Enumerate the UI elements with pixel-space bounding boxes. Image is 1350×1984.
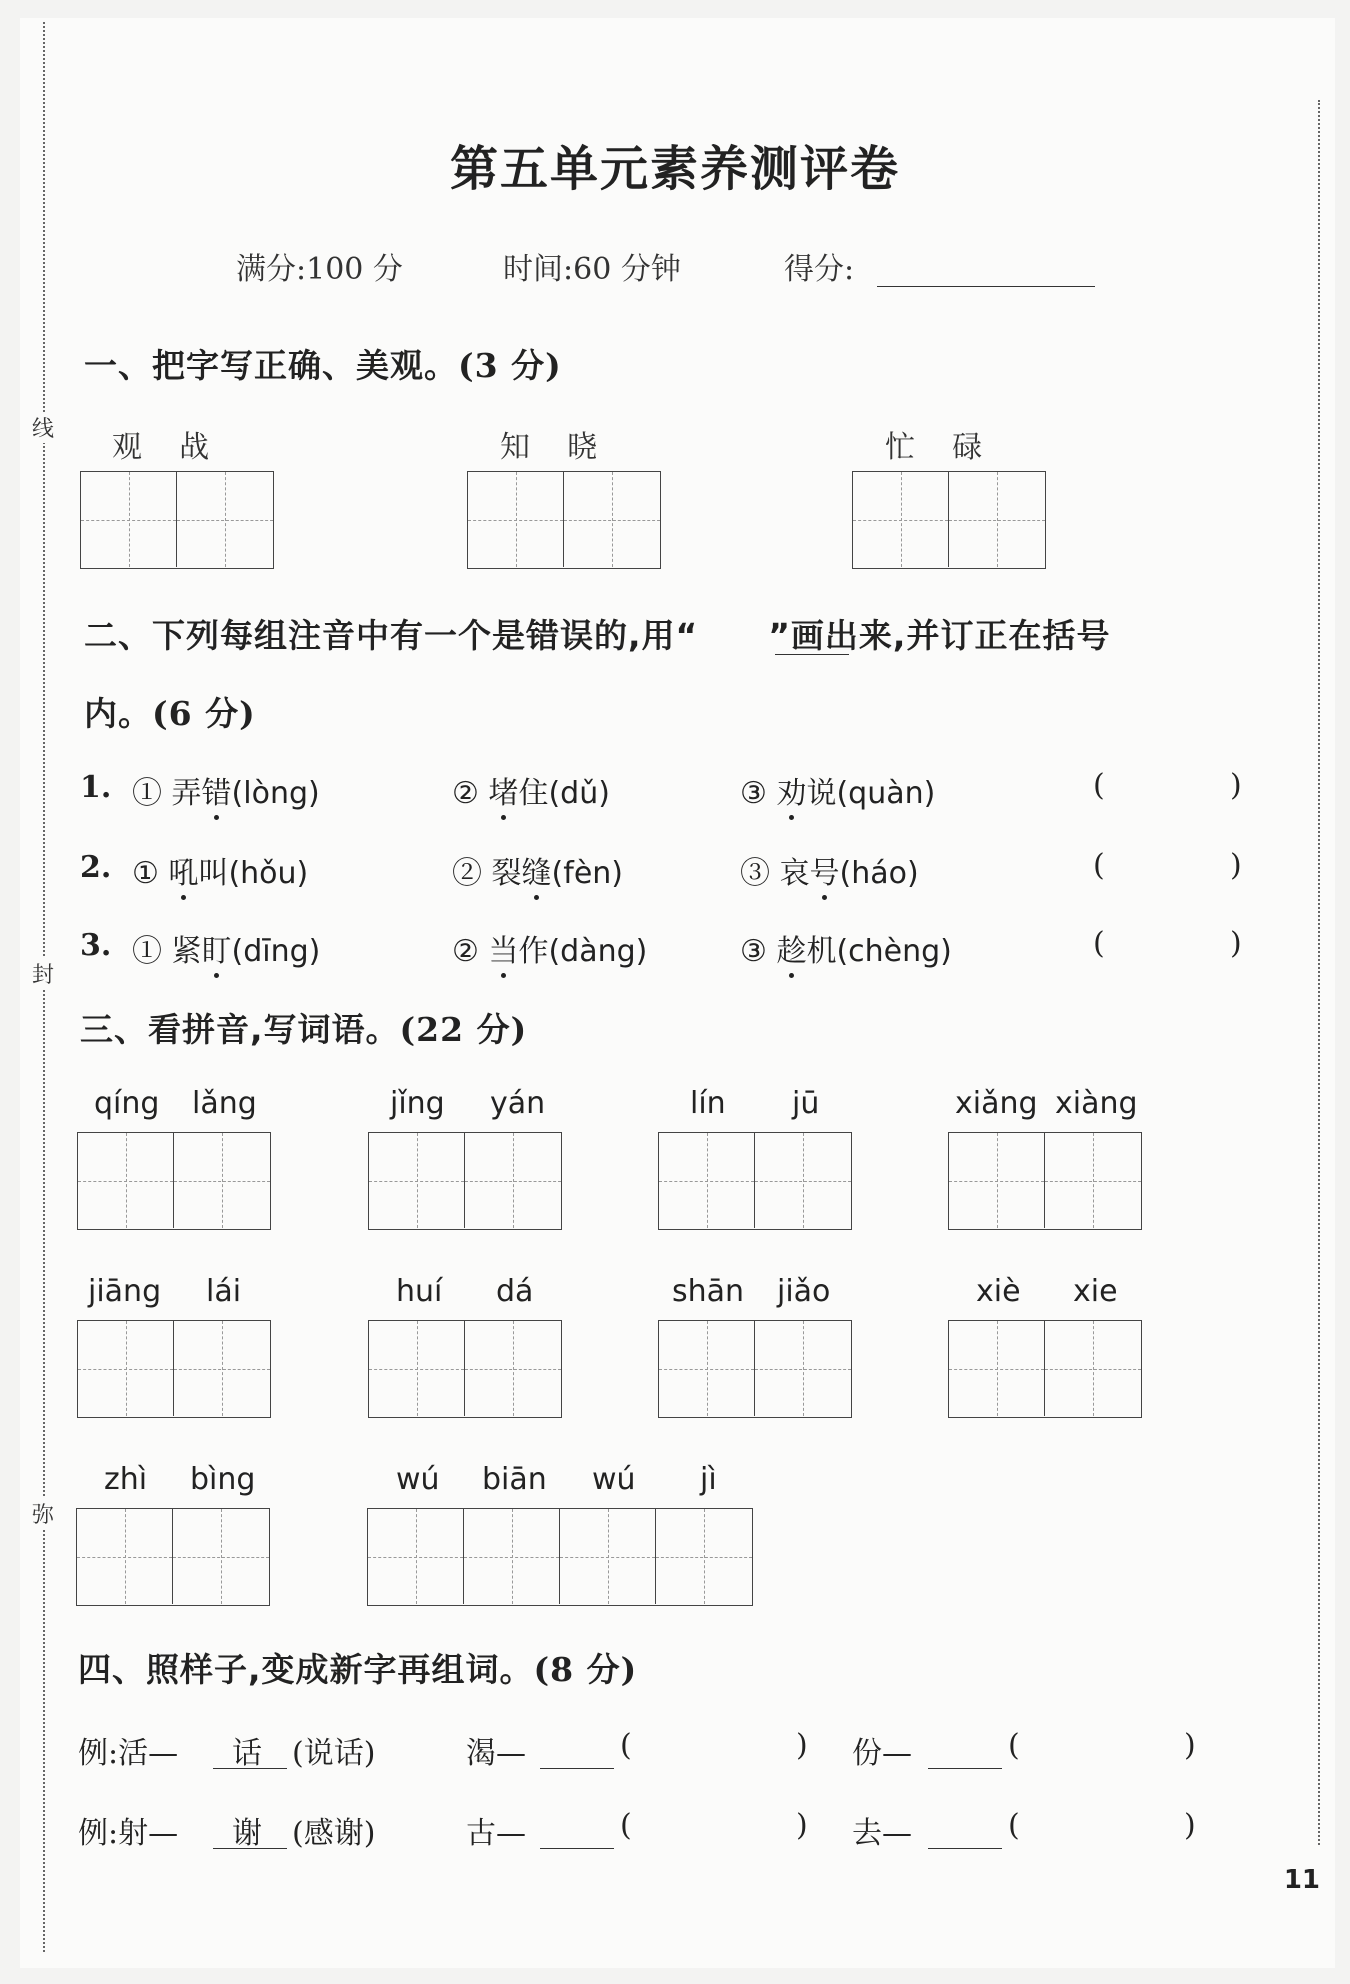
writing-grid[interactable] [948, 1132, 1142, 1230]
pinyin: zhì [104, 1462, 148, 1497]
example-label: 例:活— [78, 1736, 179, 1771]
paren-open: ( [1008, 1728, 1020, 1763]
question-char: 份— [852, 1736, 912, 1771]
option[interactable]: ① 弄错(lòng) [132, 768, 320, 812]
option[interactable]: ② 堵住(dǔ) [452, 768, 610, 812]
option[interactable]: ③ 劝说(quàn) [740, 768, 935, 812]
pinyin: lái [206, 1274, 242, 1309]
pinyin: jū [792, 1086, 820, 1121]
pinyin: qíng [94, 1086, 160, 1121]
section2-heading-line1: 二、下列每组注音中有一个是错误的,用“ ”画出来,并订正在括号 [84, 616, 1111, 655]
pinyin: jiǎo [777, 1274, 831, 1309]
answer-blank[interactable] [1110, 928, 1225, 968]
pinyin: xie [1073, 1274, 1118, 1309]
section4-heading: 四、照样子,变成新字再组词。(8 分) [78, 1650, 638, 1689]
pinyin: jǐng [390, 1086, 445, 1121]
margin-label-xian: 线 [30, 412, 56, 443]
full-score: 满分:100 分 [236, 252, 403, 287]
pinyin: lǎng [192, 1086, 257, 1121]
option[interactable]: ① 吼叫(hǒu) [132, 848, 308, 892]
question-char: 古— [466, 1816, 526, 1851]
option[interactable]: ② 裂缝(fèn) [452, 848, 623, 892]
new-char-blank[interactable] [540, 1848, 614, 1849]
section1-heading: 一、把字写正确、美观。(3 分) [84, 346, 562, 385]
s1-grid-1[interactable] [80, 471, 274, 569]
example-underline [213, 1768, 287, 1769]
new-char-blank[interactable] [928, 1768, 1002, 1769]
example-word: (说话) [292, 1736, 376, 1771]
page-number: 11 [1283, 1865, 1320, 1895]
paren-open: ( [620, 1728, 632, 1763]
pinyin: shān [672, 1274, 745, 1309]
example-answer: 谢 [232, 1816, 262, 1851]
pinyin: xiàng [1055, 1086, 1138, 1121]
answer-paren-open: ( [1093, 848, 1105, 883]
pinyin: xiè [976, 1274, 1021, 1309]
example-word: (感谢) [292, 1816, 376, 1851]
writing-grid[interactable] [77, 1132, 271, 1230]
new-char-blank[interactable] [928, 1848, 1002, 1849]
example-underline [213, 1848, 287, 1849]
pinyin: jiāng [88, 1274, 162, 1309]
option[interactable]: ③ 趁机(chèng) [740, 926, 952, 970]
item-number: 3. [80, 928, 112, 963]
answer-paren-close: ) [1230, 848, 1242, 883]
writing-grid[interactable] [368, 1132, 562, 1230]
example-answer: 话 [232, 1736, 262, 1771]
item-number: 1. [80, 770, 112, 805]
section2-heading-line2: 内。(6 分) [84, 694, 256, 733]
s1-grid-2[interactable] [467, 471, 661, 569]
new-char-blank[interactable] [540, 1768, 614, 1769]
question-char: 渴— [466, 1736, 526, 1771]
pinyin: xiǎng [955, 1086, 1038, 1121]
score-field[interactable] [877, 286, 1095, 287]
paren-open: ( [1008, 1808, 1020, 1843]
pinyin: bìng [190, 1462, 256, 1497]
paren-open: ( [620, 1808, 632, 1843]
page-title: 第五单元素养测评卷 [449, 141, 900, 197]
example-label: 例:射— [78, 1816, 179, 1851]
pinyin: wú [592, 1462, 636, 1497]
answer-paren-close: ) [1230, 768, 1242, 803]
pinyin: biān [482, 1462, 547, 1497]
s1-grid-3[interactable] [852, 471, 1046, 569]
pinyin: huí [396, 1274, 443, 1309]
s1-chars-1: 观 战 [112, 430, 216, 465]
option[interactable]: ③ 哀号(háo) [740, 848, 919, 892]
pinyin: wú [396, 1462, 440, 1497]
writing-grid[interactable] [368, 1320, 562, 1418]
margin-label-mi: 弥 [30, 1498, 56, 1529]
underline-sample [775, 654, 849, 655]
option[interactable]: ② 当作(dàng) [452, 926, 647, 970]
word-blank[interactable] [1028, 1808, 1178, 1848]
s1-chars-3: 忙 碌 [885, 430, 989, 465]
binding-line-right [1318, 100, 1320, 1845]
score-label: 得分: [784, 252, 855, 287]
pinyin: lín [690, 1086, 726, 1121]
answer-paren-open: ( [1093, 768, 1105, 803]
item-number: 2. [80, 850, 112, 885]
writing-grid[interactable] [367, 1508, 753, 1606]
answer-paren-open: ( [1093, 926, 1105, 961]
word-blank[interactable] [640, 1728, 790, 1768]
pinyin: yán [490, 1086, 546, 1121]
pinyin: dá [496, 1274, 534, 1309]
writing-grid[interactable] [76, 1508, 270, 1606]
section3-heading: 三、看拼音,写词语。(22 分) [80, 1010, 528, 1049]
answer-blank[interactable] [1110, 770, 1225, 810]
margin-label-feng: 封 [30, 958, 56, 989]
word-blank[interactable] [1028, 1728, 1178, 1768]
paren-close: ) [1184, 1808, 1196, 1843]
paren-close: ) [1184, 1728, 1196, 1763]
writing-grid[interactable] [658, 1320, 852, 1418]
writing-grid[interactable] [77, 1320, 271, 1418]
s1-chars-2: 知 晓 [500, 430, 604, 465]
paren-close: ) [796, 1808, 808, 1843]
answer-blank[interactable] [1110, 850, 1225, 890]
answer-paren-close: ) [1230, 926, 1242, 961]
writing-grid[interactable] [948, 1320, 1142, 1418]
pinyin: jì [700, 1462, 717, 1497]
option[interactable]: ① 紧盯(dīng) [132, 926, 320, 970]
writing-grid[interactable] [658, 1132, 852, 1230]
time-limit: 时间:60 分钟 [503, 252, 681, 287]
paren-close: ) [796, 1728, 808, 1763]
word-blank[interactable] [640, 1808, 790, 1848]
question-char: 去— [852, 1816, 912, 1851]
